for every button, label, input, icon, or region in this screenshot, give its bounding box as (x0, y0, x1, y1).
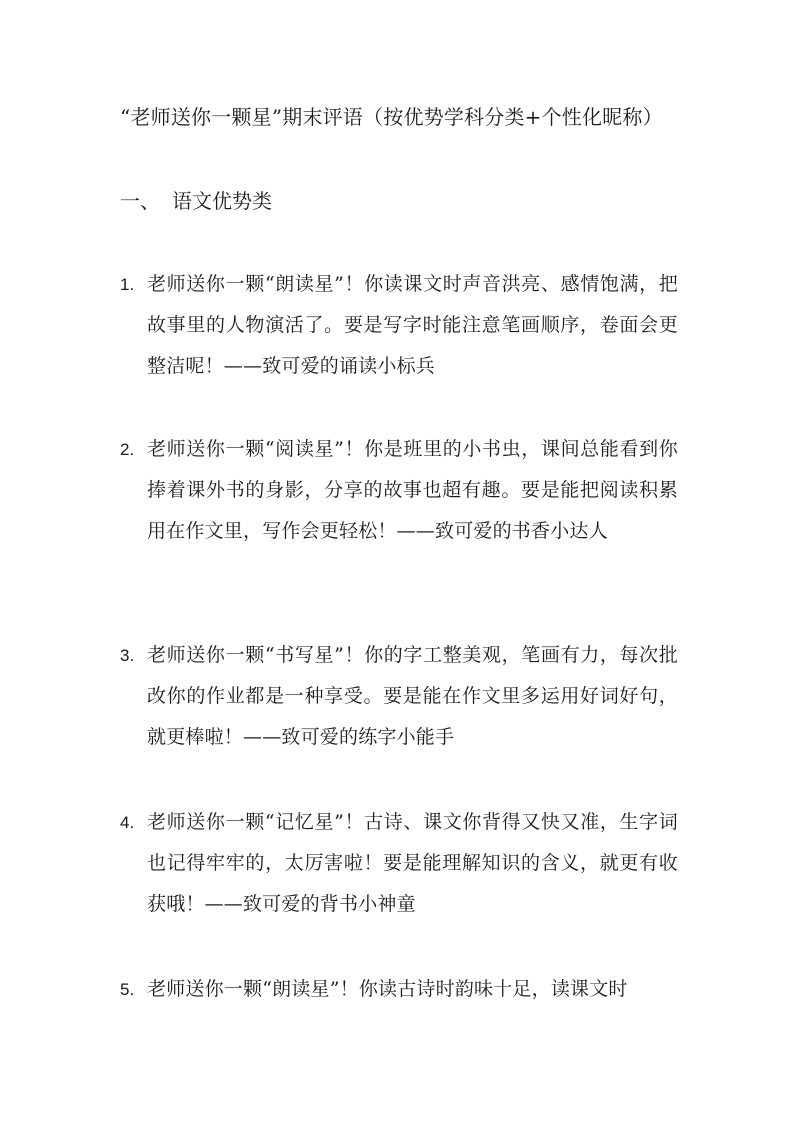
section-title: 语文优势类 (172, 189, 272, 213)
list-item (120, 635, 678, 758)
list-item-text: 老师送你一颗“朗读星”！你读古诗时韵味十足，读课文时 (147, 978, 628, 1000)
section-heading (120, 184, 272, 218)
list-item-text: 老师送你一颗“书写星”！你的字工整美观，笔画有力，每次批改你的作业都是一种享受。要是能在作文里多运用好词好句，就更棒啦！——致可爱的练字小能手 (147, 644, 678, 748)
list-item (120, 969, 678, 1010)
document-title: “老师送你一颗星”期末评语（按优势学科分类+个性化昵称） (120, 105, 663, 129)
section-number: 一、 (120, 189, 160, 213)
list-item-number: 1. (120, 275, 135, 294)
list-item-number: 2. (120, 440, 135, 459)
list-item (120, 264, 678, 387)
list-item-number: 3. (120, 646, 135, 665)
list-item-text: 老师送你一颗“记忆星”！古诗、课文你背得又快又准，生字词也记得牢牢的，太厉害啦！要是能理解知识的含义，就更有收获哦！——致可爱的背书小神童 (147, 811, 678, 915)
list-item (120, 429, 678, 552)
list-item-number: 5. (120, 980, 135, 999)
list-item-number: 4. (120, 813, 135, 832)
list-item-text: 老师送你一颗“阅读星”！你是班里的小书虫，课间总能看到你捧着课外书的身影，分享的故事也超有趣。要是能把阅读积累用在作文里，写作会更轻松！——致可爱的书香小达人 (147, 438, 678, 542)
list-item (120, 802, 678, 925)
list-item-text: 老师送你一颗“朗读星”！你读课文时声音洪亮、感情饱满，把故事里的人物演活了。要是写字时能注意笔画顺序，卷面会更整洁呢！——致可爱的诵读小标兵 (147, 273, 678, 377)
